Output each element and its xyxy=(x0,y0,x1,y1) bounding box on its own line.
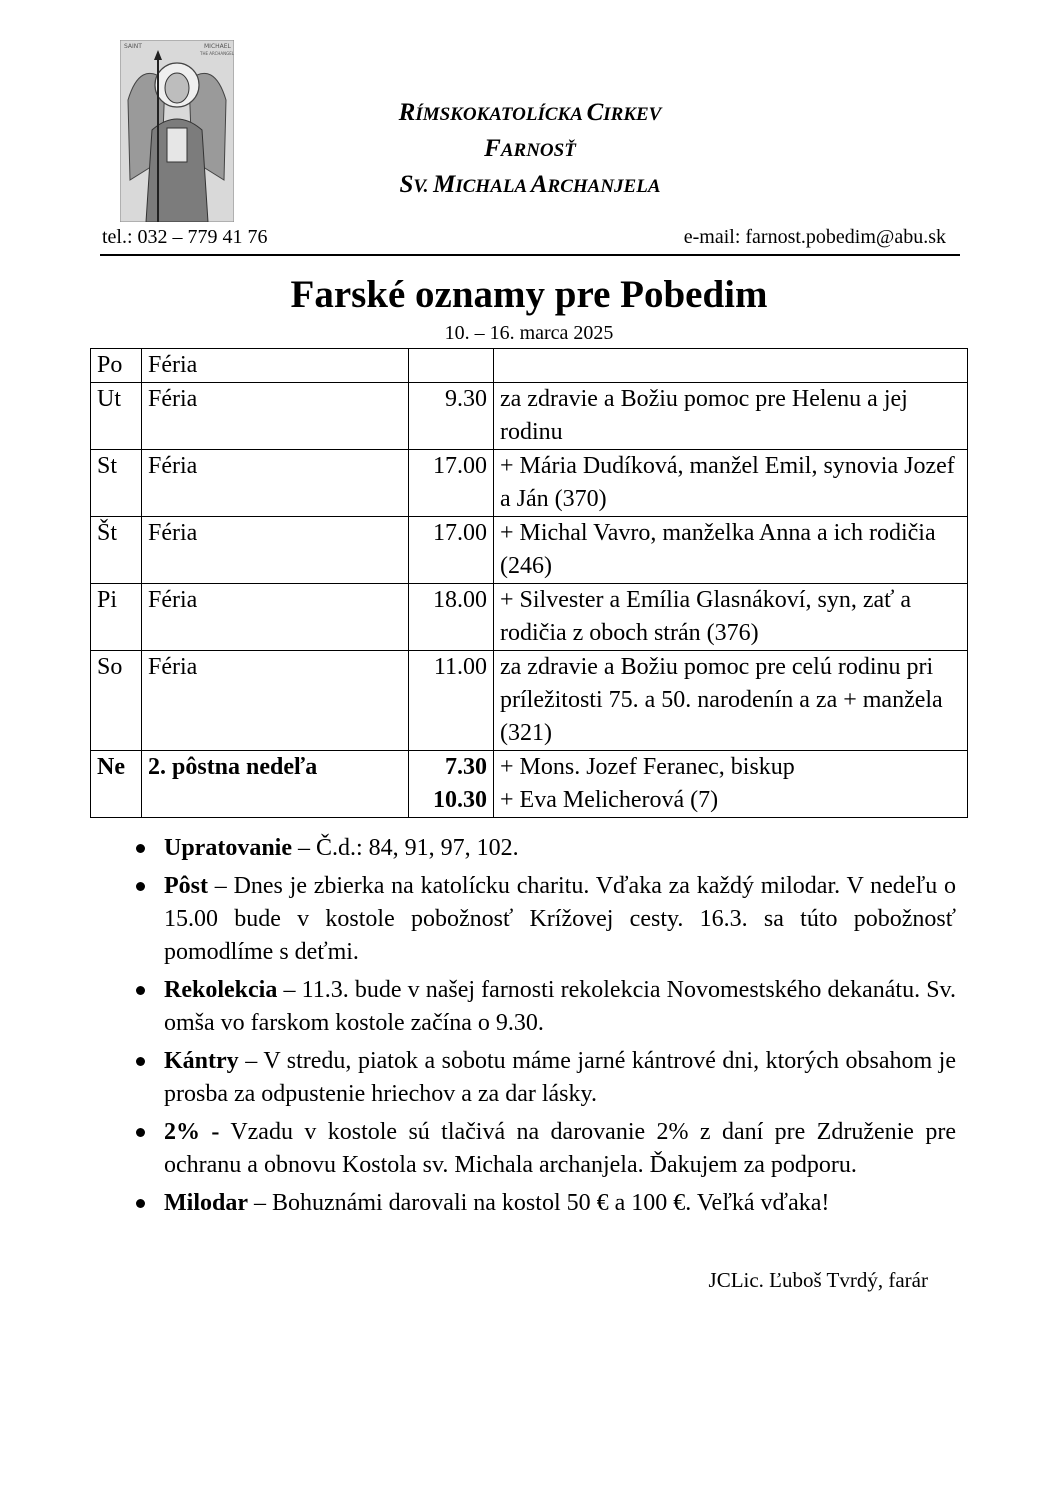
signature: JCLic. Ľuboš Tvrdý, farár xyxy=(708,1268,928,1292)
time-cell: 18.00 xyxy=(409,584,494,651)
page-title: Farské oznamy pre Pobedim xyxy=(290,273,768,316)
schedule-row xyxy=(91,651,968,751)
bullet-icon xyxy=(136,1199,145,1208)
parish-label: FARNOSŤ xyxy=(484,135,576,162)
schedule-row-sunday xyxy=(91,751,968,818)
intention-cell xyxy=(494,349,968,383)
day-cell: Pi xyxy=(91,584,142,651)
schedule-row xyxy=(91,450,968,517)
announcement-term: 2% - xyxy=(164,1119,220,1145)
parish-name: SV. MICHALA ARCHANJELA xyxy=(399,171,661,198)
announcement-text: – 11.3. bude v našej farnosti rekolekcia Novomestského dekanátu. Sv. omša vo farskom kostole začína o 9.30. xyxy=(164,977,956,1036)
date-range: 10. – 16. marca 2025 xyxy=(444,322,614,344)
announcement-term: Upratovanie xyxy=(164,835,292,861)
announcement-term: Pôst xyxy=(164,873,208,899)
schedule-row xyxy=(91,349,968,383)
contact-bar xyxy=(100,226,960,256)
phone-number: tel.: 032 – 779 41 76 xyxy=(102,226,268,248)
announcement-item xyxy=(130,832,956,865)
church-name: RÍMSKOKATOLÍCKA CIRKEV xyxy=(398,99,662,126)
announcements-list xyxy=(130,832,956,1225)
announcement-text: – Č.d.: 84, 91, 97, 102. xyxy=(292,835,519,861)
feast-cell: Féria xyxy=(142,349,409,383)
announcement-term: Milodar xyxy=(164,1190,248,1216)
email-address: e-mail: farnost.pobedim@abu.sk xyxy=(683,226,946,248)
schedule-row xyxy=(91,584,968,651)
announcement-text: – Dnes je zbierka na katolícku charitu. Vďaka za každý milodar. V nedeľu o 15.00 bude v kostole pobožnosť Krížovej cesty. 16.3. sa túto pobožnosť pomodlíme s deťmi. xyxy=(164,873,956,965)
announcement-term: Rekolekcia xyxy=(164,977,278,1003)
time-cell xyxy=(409,349,494,383)
day-cell: Ut xyxy=(91,383,142,450)
saint-michael-icon xyxy=(120,40,234,222)
intention-cell: + Michal Vavro, manželka Anna a ich rodičia (246) xyxy=(494,517,968,584)
mass-schedule-table xyxy=(90,348,968,818)
day-cell: Št xyxy=(91,517,142,584)
feast-cell: Féria xyxy=(142,651,409,751)
time-cell: 17.00 xyxy=(409,517,494,584)
logo-text-michael: MICHAEL xyxy=(204,43,231,50)
bullet-icon xyxy=(136,986,145,995)
day-cell: Po xyxy=(91,349,142,383)
feast-cell: Féria xyxy=(142,584,409,651)
day-cell: Ne xyxy=(91,751,142,818)
announcement-text: – V stredu, piatok a sobotu máme jarné kántrové dni, ktorých obsahom je prosba za odpustenie hriechov a za dar lásky. xyxy=(164,1048,956,1107)
intention-first: + Mons. Jozef Feranec, biskup xyxy=(500,754,795,780)
day-cell: St xyxy=(91,450,142,517)
feast-cell: Féria xyxy=(142,450,409,517)
announcement-item xyxy=(130,870,956,969)
feast-cell: 2. pôstna nedeľa xyxy=(142,751,409,818)
intention-cell xyxy=(494,751,968,818)
schedule-row xyxy=(91,517,968,584)
intention-cell: + Silvester a Emília Glasnákoví, syn, zať a rodičia z oboch strán (376) xyxy=(494,584,968,651)
feast-cell: Féria xyxy=(142,383,409,450)
intention-second: + Eva Melicherová (7) xyxy=(500,787,719,813)
bullet-icon xyxy=(136,882,145,891)
day-cell: So xyxy=(91,651,142,751)
intention-cell: za zdravie a Božiu pomoc pre Helenu a jej rodinu xyxy=(494,383,968,450)
feast-cell: Féria xyxy=(142,517,409,584)
time-second: 10.30 xyxy=(433,787,487,813)
time-cell: 11.00 xyxy=(409,651,494,751)
schedule-row xyxy=(91,383,968,450)
intention-cell: za zdravie a Božiu pomoc pre celú rodinu pri príležitosti 75. a 50. narodenín a za + manžela (321) xyxy=(494,651,968,751)
bullet-icon xyxy=(136,1057,145,1066)
logo-text-archangel: THE ARCHANGEL xyxy=(200,51,234,56)
time-cell: 17.00 xyxy=(409,450,494,517)
time-first: 7.30 xyxy=(445,754,487,780)
logo-text-saint: SAINT xyxy=(124,43,142,50)
bullet-icon xyxy=(136,844,145,853)
announcement-term: Kántry xyxy=(164,1048,239,1074)
announcement-item xyxy=(130,1187,956,1220)
announcement-item xyxy=(130,1116,956,1182)
intention-cell: + Mária Dudíková, manžel Emil, synovia Jozef a Ján (370) xyxy=(494,450,968,517)
announcement-text: Vzadu v kostole sú tlačivá na darovanie 2% z daní pre Združenie pre ochranu a obnovu Kostola sv. Michala archanjela. Ďakujem za podporu. xyxy=(164,1119,956,1178)
time-cell xyxy=(409,751,494,818)
bullet-icon xyxy=(136,1128,145,1137)
time-cell: 9.30 xyxy=(409,383,494,450)
announcement-item xyxy=(130,1045,956,1111)
announcement-text: – Bohuznámi darovali na kostol 50 € a 100 €. Veľká vďaka! xyxy=(248,1190,830,1216)
announcement-item xyxy=(130,974,956,1040)
